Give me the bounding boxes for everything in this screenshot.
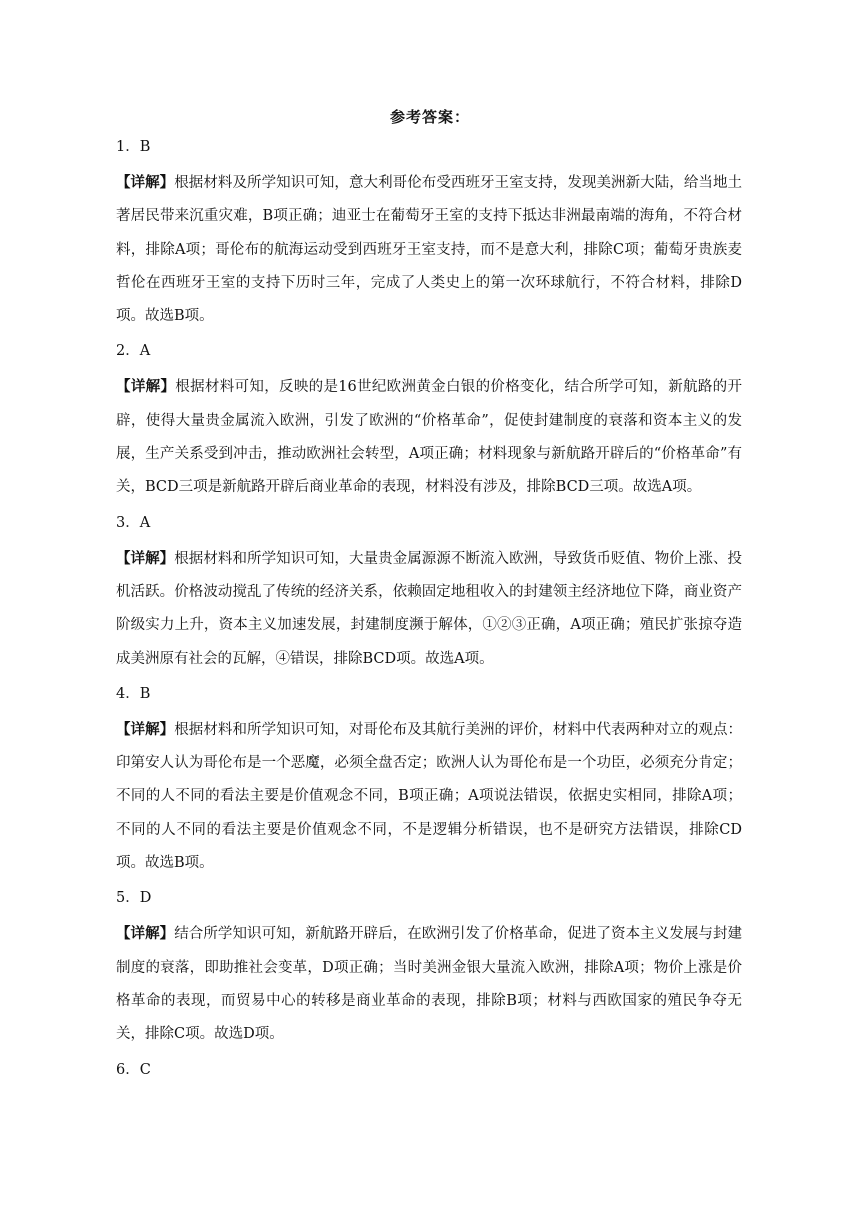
detail-tag: 【详解】 bbox=[116, 925, 175, 943]
answer-2-explanation bbox=[116, 370, 742, 504]
explanation-text: 根据材料和所学知识可知，对哥伦布及其航行美洲的评价，材料中代表两种对立的观点：印第安人认为哥伦布是一个恶魔，必须全盘否定；欧洲人认为哥伦布是一个功臣，必须充分肯定；不同的人不同的看法主要是价值观念不同，B项正确；A项说法错误，依据史实相同，排除A项；不同的人不同的看法主要是价值观念不同，不是逻辑分析错误，也不是研究方法错误，排除CD项。故选B项。 bbox=[116, 721, 743, 872]
answer-4-explanation bbox=[116, 713, 742, 880]
answer-3-number: 3．A bbox=[116, 514, 151, 531]
explanation-text: 结合所学知识可知，新航路开辟后，在欧洲引发了价格革命，促进了资本主义发展与封建制度的衰落，即助推社会变革，D项正确；当时美洲金银大量流入欧洲，排除A项；物价上涨是价格革命的表现，而贸易中心的转移是商业革命的表现，排除B项；材料与西欧国家的殖民争夺无关，排除C项。故选D项。 bbox=[116, 926, 743, 1043]
explanation-text: 根据材料及所学知识可知，意大利哥伦布受西班牙王室支持，发现美洲新大陆，给当地土著居民带来沉重灾难，B项正确；迪亚士在葡萄牙王室的支持下抵达非洲最南端的海角，不符合材料，排除A项；哥伦布的航海运动受到西班牙王室支持，而不是意大利，排除C项；葡萄牙贵族麦哲伦在西班牙王室的支持下历时三年，完成了人类史上的第一次环球航行，不符合材料，排除D项。故选B项。 bbox=[116, 175, 743, 325]
explanation-text: 根据材料可知，反映的是16世纪欧洲黄金白银的价格变化，结合所学可知，新航路的开辟，使得大量贵金属流入欧洲，引发了欧洲的“价格革命”，促使封建制度的衰落和资本主义的发展，生产关系受到冲击，推动欧洲社会转型，A项正确；材料现象与新航路开辟后的“价格革命”有关，BCD三项是新航路开辟后商业革命的表现，材料没有涉及，排除BCD三项。故选A项。 bbox=[116, 379, 743, 496]
page-title: 参考答案： bbox=[389, 108, 470, 126]
detail-tag: 【详解】 bbox=[116, 720, 175, 738]
answer-3-explanation bbox=[116, 542, 742, 676]
detail-tag: 【详解】 bbox=[116, 174, 175, 191]
answer-5-explanation bbox=[116, 917, 742, 1051]
answer-5-number: 5．D bbox=[116, 890, 152, 907]
explanation-text: 根据材料和所学知识可知，大量贵金属源源不断流入欧洲，导致货币贬值、物价上涨、投机活跃。价格波动搅乱了传统的经济关系，依赖固定地租收入的封建领主经济地位下降，商业资产阶级实力上升，资本主义加速发展，封建制度濒于解体，①②③正确，A项正确；殖民扩张掠夺造成美洲原有社会的瓦解，④错误，排除BCD项。故选A项。 bbox=[116, 550, 743, 667]
detail-tag: 【详解】 bbox=[116, 549, 175, 567]
answer-1-explanation bbox=[116, 166, 742, 333]
answer-list bbox=[116, 134, 742, 1089]
answer-6-number: 6．C bbox=[116, 1061, 151, 1078]
answer-4-number: 4．B bbox=[116, 685, 151, 702]
answer-1-number: 1．B bbox=[116, 139, 151, 155]
detail-tag: 【详解】 bbox=[116, 378, 176, 396]
answer-2-number: 2．A bbox=[116, 343, 151, 360]
